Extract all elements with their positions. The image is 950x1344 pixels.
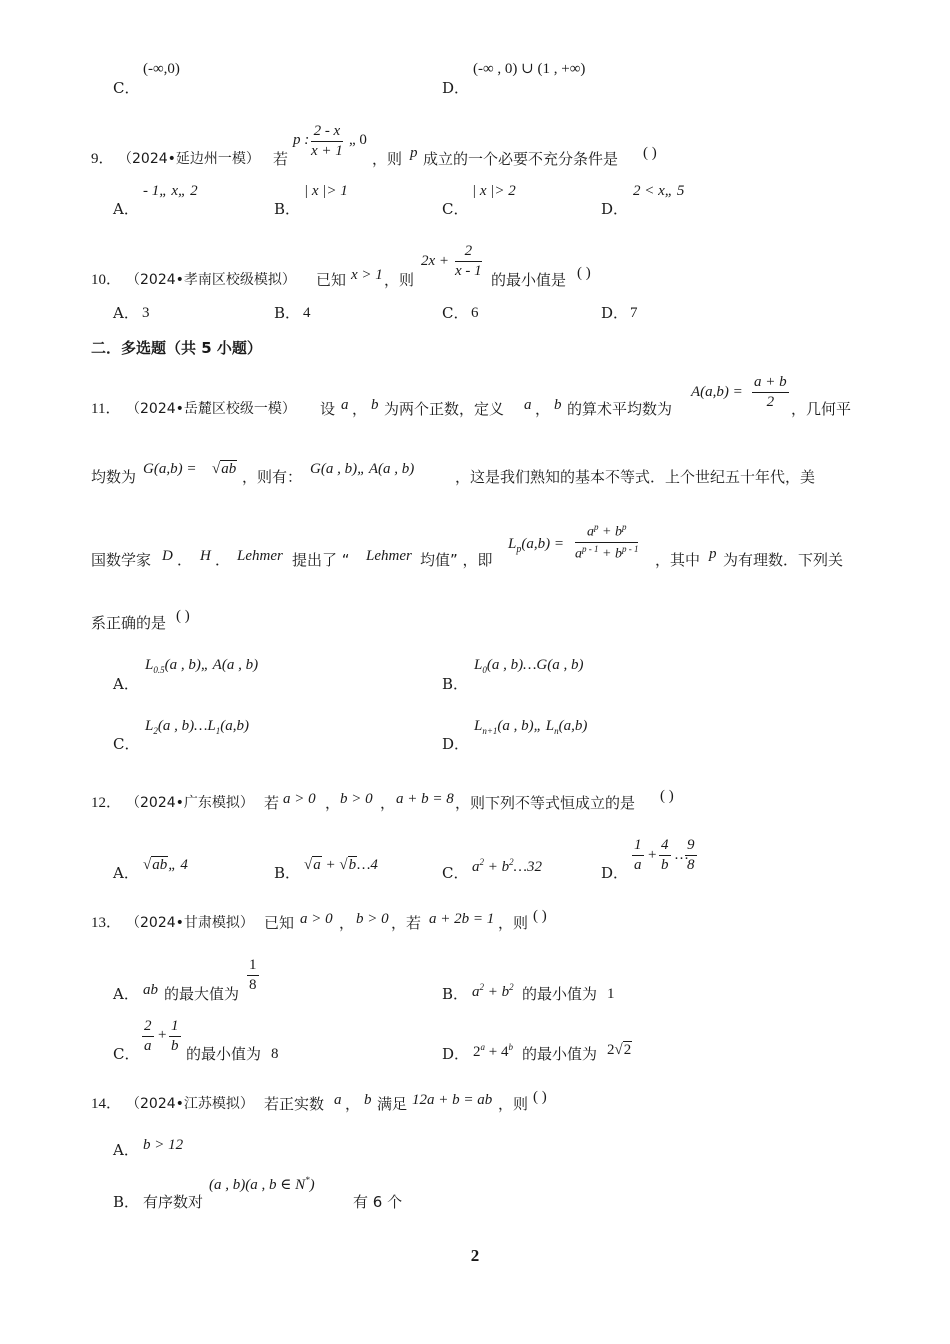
- q13-option-c-frac2: $\frac{1}{b}$: [171, 1018, 179, 1054]
- q11-l2-c: ，这是我们熟知的基本不等式．上个世纪五十年代，美: [455, 468, 816, 486]
- q9-p-label: p :: [293, 132, 310, 148]
- q11-comma-2: ，: [535, 400, 551, 418]
- q10-frac-num: 2: [455, 244, 482, 262]
- q12-option-c-expr: $a^2$ + $b^2\dots 32$: [472, 857, 542, 875]
- q13-option-d-expr: $2^a + 4^b$: [473, 1042, 513, 1060]
- q12-comma-1: ，: [325, 794, 341, 812]
- q11-l2-a: 均数为: [91, 468, 137, 486]
- q12-number: 12．: [91, 795, 122, 811]
- q11-p: p: [709, 546, 717, 562]
- q10-mid: ，则: [384, 271, 415, 289]
- q9-number: 9．: [91, 151, 114, 167]
- q14-option-b-text1: 有序数对: [143, 1193, 204, 1211]
- q11-L-rest: (a,b) =: [521, 536, 564, 552]
- q9-frac-num: 2 - x: [311, 124, 343, 142]
- q11-L-def: [508, 537, 564, 555]
- q14-condition: 12a + b = ab: [412, 1092, 493, 1108]
- q13-suffix: ，则: [498, 914, 529, 932]
- q14-option-b-text2: 有 6 个: [353, 1193, 403, 1211]
- q11-l3-e: 为有理数．下列关: [723, 551, 844, 569]
- q11-A-def: A(a,b) =: [691, 384, 743, 400]
- q10-option-b-value: 4: [303, 305, 311, 321]
- q12-option-d-label: D．: [601, 864, 629, 882]
- q9-option-a-label: A．: [113, 200, 139, 218]
- q14-option-a-expr: b > 12: [143, 1137, 184, 1153]
- q9-option-d-expr: 2 < x„ 5: [633, 183, 685, 199]
- q12-option-d-frac3: $\frac{9}{8}$: [687, 837, 695, 873]
- q8-option-c-expr: (-∞,0): [143, 61, 180, 77]
- q14-b: b: [364, 1092, 372, 1108]
- q11-option-d-expr: $L_{n+1}(a$ , b)„ $L_n(a,b)$: [474, 718, 588, 736]
- q13-option-a-text: 的最大值为: [164, 985, 240, 1003]
- q12-option-b-expr: √a + √b…4: [304, 857, 378, 873]
- q14-option-b-expr: (a , b)(a , b ∈ N*): [209, 1175, 315, 1193]
- q9-option-c-expr: | x |> 2: [472, 183, 516, 199]
- q9-option-b-expr: | x |> 1: [304, 183, 348, 199]
- q13-option-b-value: 1: [607, 986, 615, 1002]
- q11-L-sub: p: [516, 544, 522, 555]
- q12-option-c-label: C．: [442, 864, 469, 882]
- q9-option-c-label: C．: [442, 200, 469, 218]
- q9-prefix: 若: [273, 150, 289, 168]
- q11-dot-2: ．: [215, 551, 231, 569]
- q13-number: 13．: [91, 915, 122, 931]
- q13-option-c-plus: +: [158, 1027, 167, 1043]
- q8-option-d-expr: (-∞ , 0) ∪ (1 , +∞): [473, 61, 586, 77]
- q12-option-a-expr: √ab„ 4: [143, 857, 188, 873]
- q13-comma-1: ，: [339, 914, 355, 932]
- q12-cond-sum: a + b = 8: [396, 791, 454, 807]
- q9-mid: ，则: [372, 150, 403, 168]
- q11-G-radicand: ab: [221, 461, 237, 477]
- q14-answer-paren: ( ): [533, 1089, 547, 1105]
- q12-source: （2024•广东模拟）: [126, 795, 254, 811]
- q13-cond-a: a > 0: [300, 911, 333, 927]
- q13-cond-sum: a + 2b = 1: [429, 911, 495, 927]
- q14-option-a-label: A．: [113, 1141, 139, 1159]
- q11-l3-a: 国数学家: [91, 551, 152, 569]
- q11-option-a-expr: $L_{0.5}(a$ , b)„ A(a , b): [145, 657, 259, 675]
- q11-comma: ，: [352, 400, 368, 418]
- q9-suffix: 成立的一个必要不充分条件是: [423, 150, 619, 168]
- q11-number: 11．: [91, 401, 121, 417]
- q8-option-d-label: D．: [442, 79, 470, 97]
- q11-source: （2024•岳麓区校级一模）: [126, 401, 296, 417]
- q11-b-2: b: [554, 397, 562, 413]
- q12-option-b-label: B．: [274, 864, 301, 882]
- q9-option-d-label: D．: [601, 200, 629, 218]
- q12-option-d-geq: …: [674, 847, 689, 863]
- q9-p: p: [410, 145, 418, 161]
- q10-number: 10．: [91, 272, 122, 288]
- q10-source: （2024•孝南区校级模拟）: [126, 272, 296, 288]
- q11-l1-a: 设: [320, 400, 336, 418]
- q11-l3-b: 提出了 “: [292, 551, 350, 569]
- q13-option-b-label: B．: [442, 985, 469, 1003]
- q13-option-d-label: D．: [442, 1045, 470, 1063]
- q10-option-b-label: B．: [274, 304, 301, 322]
- q9-frac-den: x + 1: [311, 143, 343, 159]
- q11-l4-a: 系正确的是: [91, 614, 167, 632]
- q11-L-letter: L: [508, 536, 517, 552]
- q13-option-c-frac1: $\frac{2}{a}$: [144, 1018, 152, 1054]
- q14-prefix: 若正实数: [264, 1095, 325, 1113]
- q11-L-num: $a^p + b^p$: [575, 523, 638, 543]
- q13-cond-b: b > 0: [356, 911, 389, 927]
- q11-inequality: G(a , b)„ A(a , b): [310, 461, 415, 477]
- q13-source: （2024•甘肃模拟）: [126, 915, 254, 931]
- q10-fraction: [455, 244, 482, 279]
- q8-option-c-label: C．: [113, 79, 140, 97]
- q11-L-fraction: [575, 523, 638, 561]
- q11-dot: ．: [177, 551, 193, 569]
- q11-G-sqrt: √ab: [212, 461, 237, 477]
- q13-option-d-value: 2√2: [607, 1042, 632, 1058]
- q12-prefix: 若: [264, 794, 280, 812]
- q10-option-a-value: 3: [142, 305, 150, 321]
- q14-a: a: [334, 1092, 342, 1108]
- q11-l1-b: 为两个正数，定义: [384, 400, 505, 418]
- q11-l1-c: 的算术平均数为: [567, 400, 673, 418]
- q11-option-d-label: D．: [442, 735, 470, 753]
- q13-option-c-text: 的最小值为: [186, 1045, 262, 1063]
- q11-l3-c: 均值” ，即: [420, 551, 493, 569]
- q11-lehmer: Lehmer: [237, 548, 283, 564]
- q11-option-b-label: B．: [442, 675, 469, 693]
- q11-D: D: [162, 548, 173, 564]
- q11-L-den: $a^{p - 1} + b^{p - 1}$: [575, 543, 639, 562]
- q12-suffix: ，则下列不等式恒成立的是: [455, 794, 636, 812]
- q11-a: a: [341, 397, 349, 413]
- q14-source: （2024•江苏模拟）: [126, 1096, 254, 1112]
- q9-fraction: [311, 124, 343, 159]
- q11-l2-b: ，则有：: [242, 468, 303, 486]
- q14-option-b-label: B．: [113, 1193, 140, 1211]
- q10-prefix: 已知: [316, 271, 347, 289]
- q11-l1-d: ，几何平: [791, 400, 852, 418]
- q10-option-c-value: 6: [471, 305, 479, 321]
- q13-option-c-label: C．: [113, 1045, 140, 1063]
- q9-answer-paren: ( ): [643, 145, 657, 161]
- q11-answer-paren: ( ): [176, 608, 190, 624]
- q14-mid: 满足: [377, 1095, 408, 1113]
- q10-condition: x > 1: [351, 267, 383, 283]
- q12-cond-a: a > 0: [283, 791, 316, 807]
- q10-option-d-label: D．: [601, 304, 629, 322]
- q9-relation: „ 0: [349, 132, 367, 148]
- q11-option-b-expr: $L_0(a$ , b)…G(a , b): [474, 657, 584, 675]
- q10-option-a-label: A．: [113, 304, 139, 322]
- q12-answer-paren: ( ): [660, 788, 674, 804]
- q12-cond-b: b > 0: [340, 791, 373, 807]
- q12-option-d-frac1: $\frac{1}{a}$: [634, 837, 642, 873]
- q11-lehmer-2: Lehmer: [366, 548, 412, 564]
- q13-option-a-expr: ab: [143, 982, 158, 998]
- page-number: 2: [470, 1246, 480, 1265]
- q14-number: 14．: [91, 1096, 122, 1112]
- q14-comma: ，: [345, 1095, 361, 1113]
- q13-mid: ，若: [391, 914, 422, 932]
- q13-option-b-expr: $a^2 + b^2$: [472, 982, 514, 1000]
- q13-option-c-value: 8: [271, 1046, 279, 1062]
- q10-option-d-value: 7: [630, 305, 638, 321]
- q10-expr-lead: 2x +: [421, 253, 450, 269]
- q14-suffix: ，则: [498, 1095, 529, 1113]
- q10-option-c-label: C．: [442, 304, 469, 322]
- q11-H: H: [200, 548, 211, 564]
- q11-b: b: [371, 397, 379, 413]
- q11-G-def: G(a,b) =: [143, 461, 197, 477]
- q11-option-c-expr: $L_2(a$ , $b)\dots L_1(a,b)$: [145, 718, 250, 736]
- q11-option-a-label: A．: [113, 675, 139, 693]
- q11-A-fraction: [752, 375, 789, 410]
- q11-a-2: a: [524, 397, 532, 413]
- q11-option-c-label: C．: [113, 735, 140, 753]
- section-heading: 二．多选题（共 5 小题）: [91, 339, 262, 357]
- q13-option-a-label: A．: [113, 985, 139, 1003]
- q10-suffix: 的最小值是: [491, 271, 567, 289]
- q10-frac-den: x - 1: [455, 263, 482, 279]
- q12-option-d-frac2: $\frac{4}{b}$: [661, 837, 669, 873]
- q12-option-d-plus: +: [648, 847, 657, 863]
- q13-option-d-text: 的最小值为: [522, 1045, 598, 1063]
- q12-comma-2: ，: [380, 794, 396, 812]
- q10-answer-paren: ( ): [577, 265, 591, 281]
- q9-option-a-expr: - 1„ x„ 2: [143, 183, 198, 199]
- q11-l3-d: ，其中: [655, 551, 701, 569]
- q13-prefix: 已知: [264, 914, 295, 932]
- q13-answer-paren: ( ): [533, 908, 547, 924]
- q9-option-b-label: B．: [274, 200, 301, 218]
- q13-option-b-text: 的最小值为: [522, 985, 598, 1003]
- q9-source: （2024•延边州一模）: [118, 151, 260, 167]
- q13-option-a-value: $\frac{1}{8}$: [249, 957, 257, 993]
- q11-A-den: 2: [766, 394, 775, 410]
- q11-A-num: a + b: [752, 375, 789, 393]
- q12-option-a-label: A．: [113, 864, 139, 882]
